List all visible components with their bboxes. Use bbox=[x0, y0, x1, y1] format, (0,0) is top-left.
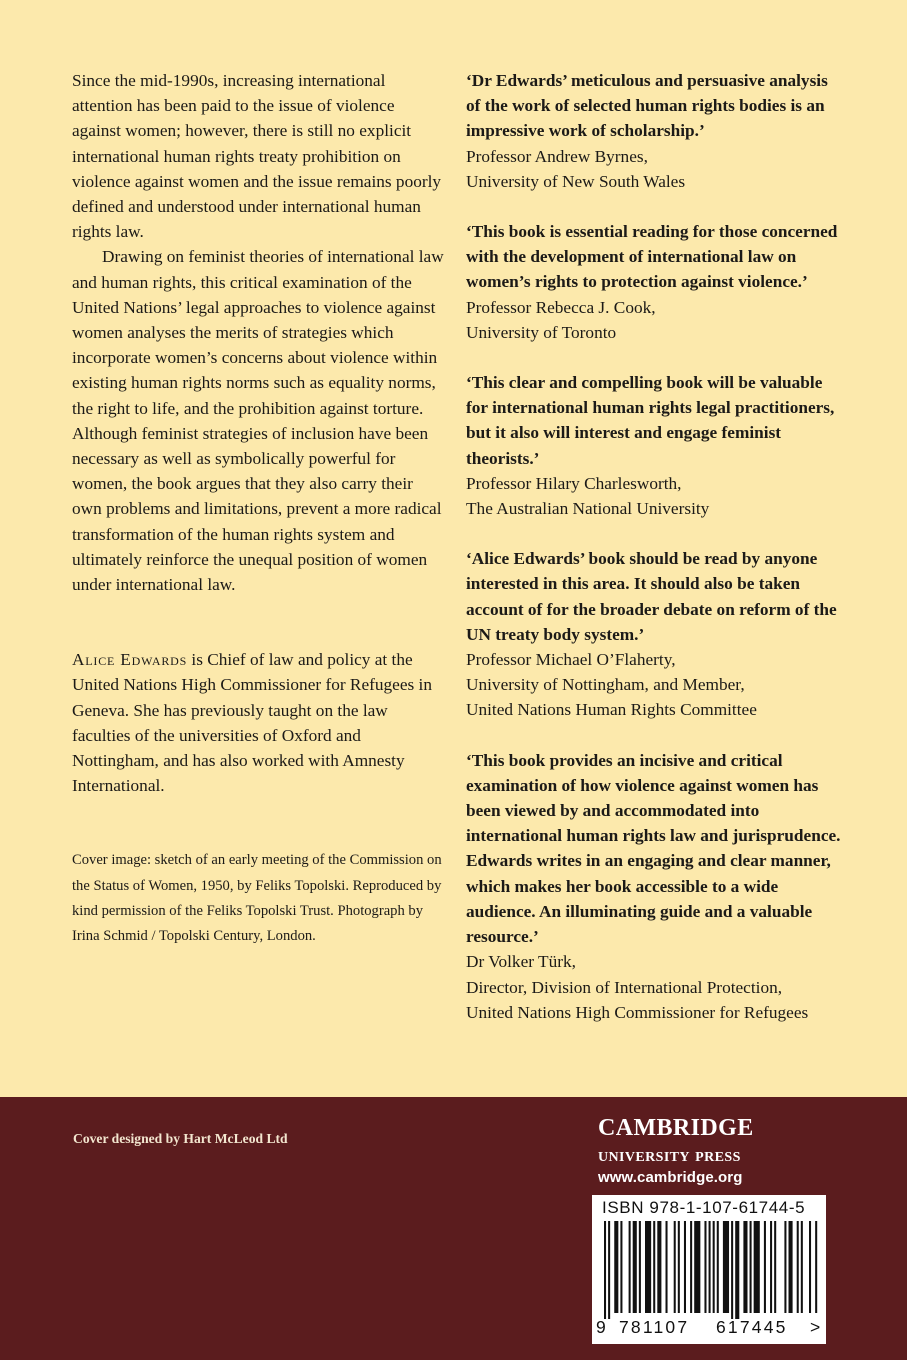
barcode-bar bbox=[789, 1221, 793, 1313]
barcode-bar bbox=[694, 1221, 700, 1313]
publisher-name bbox=[598, 1104, 826, 1146]
review bbox=[466, 68, 846, 194]
reviewer-affiliation: University of Toronto bbox=[466, 322, 617, 342]
barcode-bar bbox=[684, 1221, 686, 1313]
barcode-end-mark: > bbox=[810, 1317, 821, 1337]
barcode-bar bbox=[784, 1221, 786, 1313]
publisher-website: www.cambridge.org bbox=[598, 1169, 743, 1186]
review bbox=[466, 219, 846, 345]
barcode-bar bbox=[666, 1221, 668, 1313]
barcode-bar bbox=[604, 1221, 606, 1319]
barcode-bar bbox=[717, 1221, 719, 1313]
barcode-bar bbox=[639, 1221, 641, 1313]
isbn-barcode bbox=[592, 1195, 826, 1344]
barcode-bar bbox=[608, 1221, 610, 1319]
barcode-bar bbox=[743, 1221, 747, 1313]
barcode-bar bbox=[629, 1221, 631, 1313]
author-bio bbox=[72, 647, 444, 798]
reviewer-name: Professor Andrew Byrnes, bbox=[466, 146, 648, 166]
barcode-bar bbox=[764, 1221, 766, 1313]
author-bio-text: is Chief of law and policy at the United Nations High Commissioner for Refugees in Geneva. She has previously taught on the law faculties of the universities of Oxford and Nottingham, and has also worked with Amnesty International. bbox=[72, 650, 432, 796]
barcode-bars bbox=[600, 1221, 818, 1321]
barcode-bar bbox=[735, 1221, 739, 1319]
review-quote: ‘This clear and compelling book will be valuable for international human rights legal practitioners, but it also will interest and engage feminist theorists.’ bbox=[466, 373, 835, 468]
barcode-bar bbox=[754, 1221, 760, 1313]
review-quote: ‘Alice Edwards’ book should be read by anyone interested in this area. It should also be taken account of for the broader debate on reform of the UN treaty body system.’ bbox=[466, 549, 837, 644]
review-quote: ‘This book provides an incisive and critical examination of how violence against women has been viewed by and accommodated into international human rights law and jurisprudence. Edwards writes in an engaging and clear manner, which makes her book accessible to a wide audience. An illuminating guide and a valuable resource.’ bbox=[466, 750, 841, 947]
publisher-subtitle bbox=[598, 1146, 826, 1166]
reviewer-affiliation: The Australian National University bbox=[466, 499, 710, 519]
author-name: Alice Edwards bbox=[72, 650, 188, 670]
barcode-bar bbox=[750, 1221, 752, 1313]
publisher-subtitle-text: university press bbox=[598, 1145, 741, 1166]
reviewer-name: Professor Hilary Charlesworth, bbox=[466, 473, 682, 493]
cover-image-credit: Cover image: sketch of an early meeting of the Commission on the Status of Women, 1950, by Feliks Topolski. Reproduced by kind permission of the Feliks Topolski Trust. Photograph by Irina Schmid / Topolski Century, London. bbox=[72, 852, 442, 945]
barcode-bar bbox=[723, 1221, 729, 1313]
review bbox=[466, 546, 846, 722]
review bbox=[466, 370, 846, 521]
barcode-bar bbox=[614, 1221, 618, 1313]
isbn-label: ISBN 978-1-107-61744-5 bbox=[602, 1198, 806, 1217]
barcode-bar bbox=[797, 1221, 799, 1313]
barcode-bar bbox=[690, 1221, 692, 1313]
barcode-bar bbox=[678, 1221, 680, 1313]
reviewer-name: Professor Michael O’Flaherty, bbox=[466, 650, 676, 670]
publisher-name-text: cambridge bbox=[598, 1106, 754, 1143]
barcode-bar bbox=[713, 1221, 715, 1313]
barcode-group-1: 781107 bbox=[619, 1317, 690, 1337]
barcode-first-digit: 9 bbox=[596, 1317, 606, 1337]
barcode-bar bbox=[704, 1221, 706, 1313]
reviewer-affiliation: University of New South Wales bbox=[466, 171, 686, 191]
reviewer-affiliation: University of Nottingham, and Member, bbox=[466, 675, 745, 695]
blurb-paragraph-1: Since the mid-1990s, increasing international attention has been paid to the issue of violence against women; however, there is still no explicit international human rights treaty prohibition on violence against women and the issue remains poorly defined and understood under international human rights law. bbox=[72, 71, 442, 242]
barcode-bar bbox=[620, 1221, 622, 1313]
reviewer-affiliation: Director, Division of International Protection, bbox=[466, 977, 783, 997]
barcode-bar bbox=[633, 1221, 637, 1313]
barcode-bar bbox=[731, 1221, 733, 1319]
barcode-bar bbox=[657, 1221, 661, 1313]
barcode-bar bbox=[653, 1221, 655, 1313]
barcode-bar bbox=[809, 1221, 811, 1313]
reviewer-name: Professor Rebecca J. Cook, bbox=[466, 297, 656, 317]
barcode-bar bbox=[674, 1221, 676, 1313]
blurb-paragraph-2: Drawing on feminist theories of international law and human rights, this critical examination of the United Nations’ legal approaches to violence against women analyses the merits of strategies which incorporate women’s concerns about violence within existing human rights norms such as equality norms, the right to life, and the prohibition against torture. Although feminist strategies of inclusion have been necessary as well as symbolically powerful for women, the book argues that they also carry their own problems and limitations, prevent a more radical transformation of the human rights system and ultimately reinforce the unequal position of women under international law. bbox=[72, 247, 444, 595]
reviews-column bbox=[466, 68, 846, 1050]
barcode-bar bbox=[774, 1221, 776, 1313]
barcode-group-2: 617445 bbox=[716, 1317, 788, 1337]
review-quote: ‘Dr Edwards’ meticulous and persuasive analysis of the work of selected human rights bodies is an impressive work of scholarship.’ bbox=[466, 71, 828, 141]
barcode-bar bbox=[709, 1221, 711, 1313]
cover-designer-credit: Cover designed by Hart McLeod Ltd bbox=[73, 1131, 288, 1146]
barcode-bar bbox=[645, 1221, 651, 1313]
reviewer-name: Dr Volker Türk, bbox=[466, 952, 576, 972]
reviewer-affiliation-2: United Nations Human Rights Committee bbox=[466, 700, 757, 720]
reviewer-affiliation-2: United Nations High Commissioner for Refugees bbox=[466, 1002, 809, 1022]
barcode-bar bbox=[815, 1221, 817, 1313]
barcode-bar bbox=[801, 1221, 803, 1313]
publisher-logo bbox=[598, 1104, 826, 1190]
review-quote: ‘This book is essential reading for those concerned with the development of international law on women’s rights to protection against violence.’ bbox=[466, 222, 838, 292]
review bbox=[466, 748, 846, 1025]
barcode-bar bbox=[770, 1221, 772, 1313]
blurb-column bbox=[72, 68, 444, 949]
